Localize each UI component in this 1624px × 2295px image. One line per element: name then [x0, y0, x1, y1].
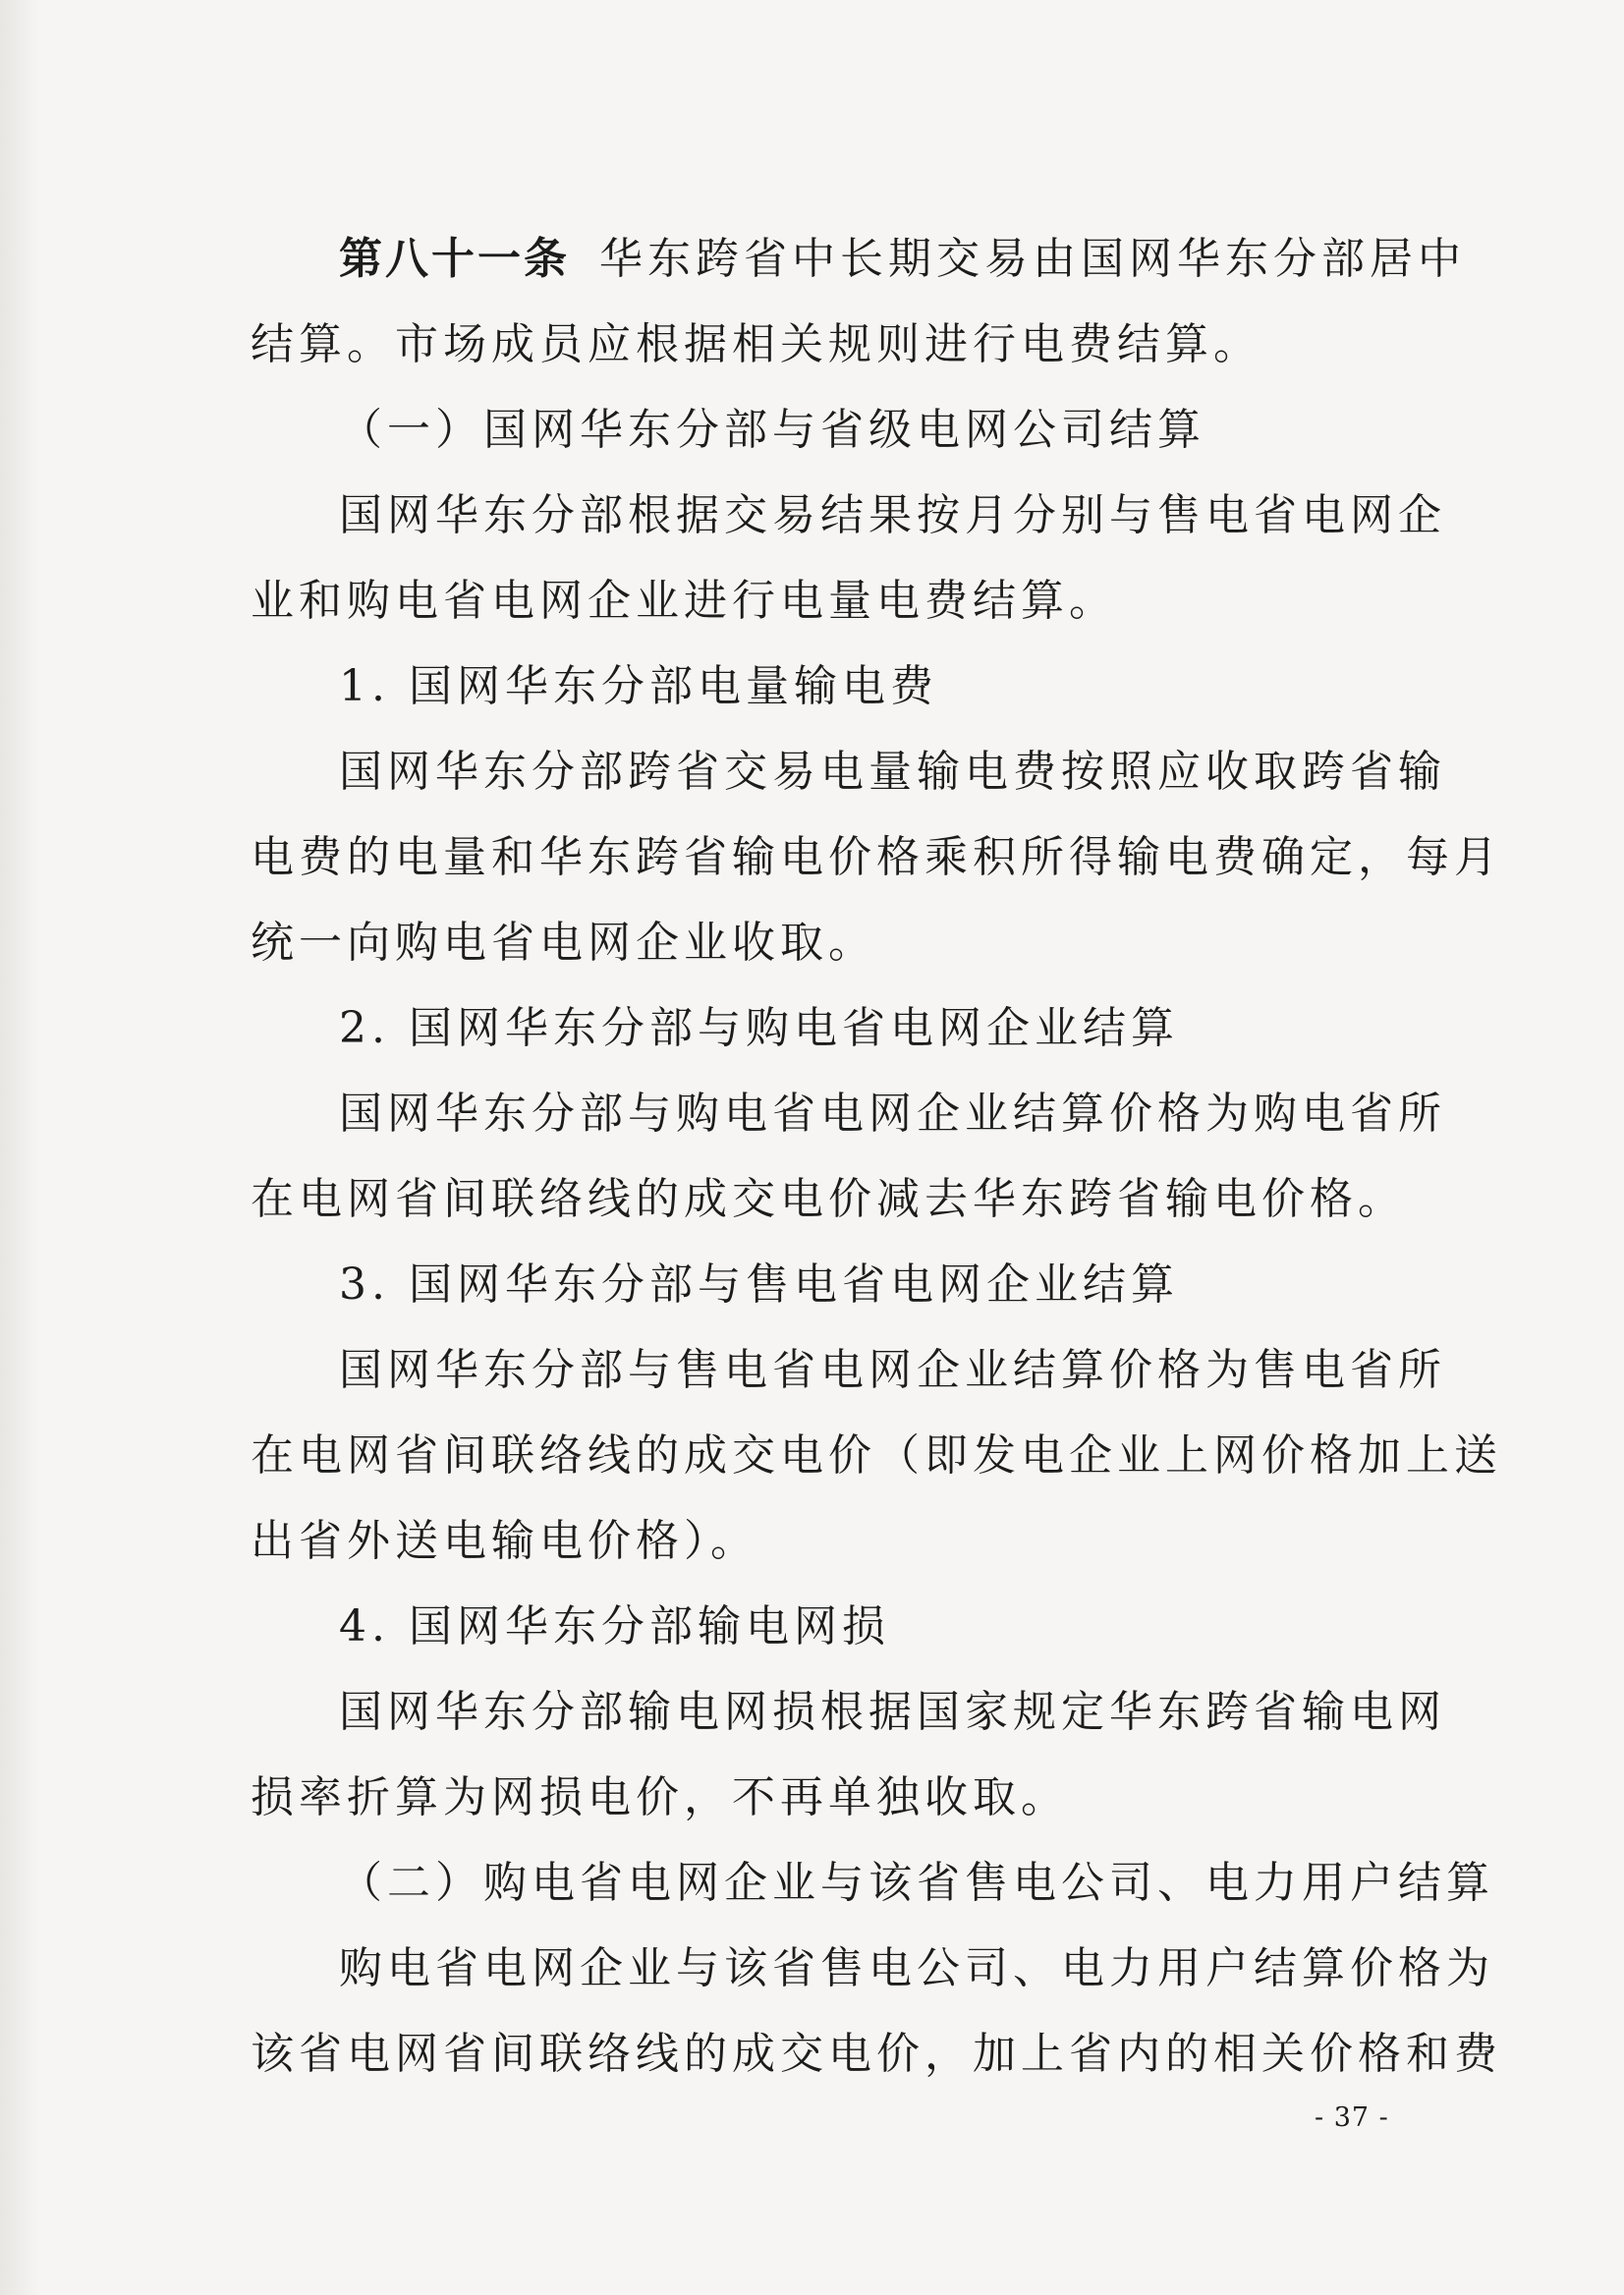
subsection-heading-3: 3. 国网华东分部与售电省电网企业结算	[339, 1259, 1179, 1310]
paragraph-line: 出省外送电输电价格）。	[251, 1516, 758, 1566]
document-page	[251, 216, 1502, 2097]
paragraph-line: 统一向购电省电网企业收取。	[251, 918, 876, 968]
paragraph-line: 国网华东分部与售电省电网企业结算价格为售电省所	[339, 1345, 1446, 1395]
paragraph-line: 在电网省间联络线的成交电价（即发电企业上网价格加上送	[251, 1430, 1502, 1481]
subsection-heading-2: 2. 国网华东分部与购电省电网企业结算	[339, 1003, 1179, 1053]
paragraph-line: 结算。市场成员应根据相关规则进行电费结算。	[251, 319, 1261, 369]
article-heading: 第八十一条	[339, 234, 570, 284]
article-text: 华东跨省中长期交易由国网华东分部居中	[599, 234, 1466, 284]
paragraph-line: 业和购电省电网企业进行电量电费结算。	[251, 576, 1117, 626]
paragraph-line: 损率折算为网损电价，不再单独收取。	[251, 1772, 1069, 1822]
section-heading-2: （二）购电省电网企业与该省售电公司、电力用户结算	[339, 1858, 1494, 1908]
paragraph-line: 电费的电量和华东跨省输电价格乘积所得输电费确定，每月	[251, 832, 1502, 882]
page-number: - 37 -	[1315, 2102, 1389, 2133]
paragraph-line: 国网华东分部输电网损根据国家规定华东跨省输电网	[339, 1687, 1446, 1737]
paragraph-line: 在电网省间联络线的成交电价减去华东跨省输电价格。	[251, 1174, 1406, 1224]
subsection-heading-4: 4. 国网华东分部输电网损	[339, 1601, 890, 1651]
article-81-first-line	[251, 216, 1466, 302]
subsection-heading-1: 1. 国网华东分部电量输电费	[339, 661, 938, 711]
paragraph-line: 国网华东分部根据交易结果按月分别与售电省电网企	[339, 490, 1446, 540]
scan-edge-shadow	[0, 0, 39, 2295]
paragraph-line: 国网华东分部跨省交易电量输电费按照应收取跨省输	[339, 747, 1446, 797]
paragraph-line: 该省电网省间联络线的成交电价，加上省内的相关价格和费	[251, 2029, 1502, 2079]
paragraph-line: 购电省电网企业与该省售电公司、电力用户结算价格为	[339, 1943, 1494, 1993]
section-heading-1: （一）国网华东分部与省级电网公司结算	[339, 405, 1205, 455]
paragraph-line: 国网华东分部与购电省电网企业结算价格为购电省所	[339, 1089, 1446, 1139]
